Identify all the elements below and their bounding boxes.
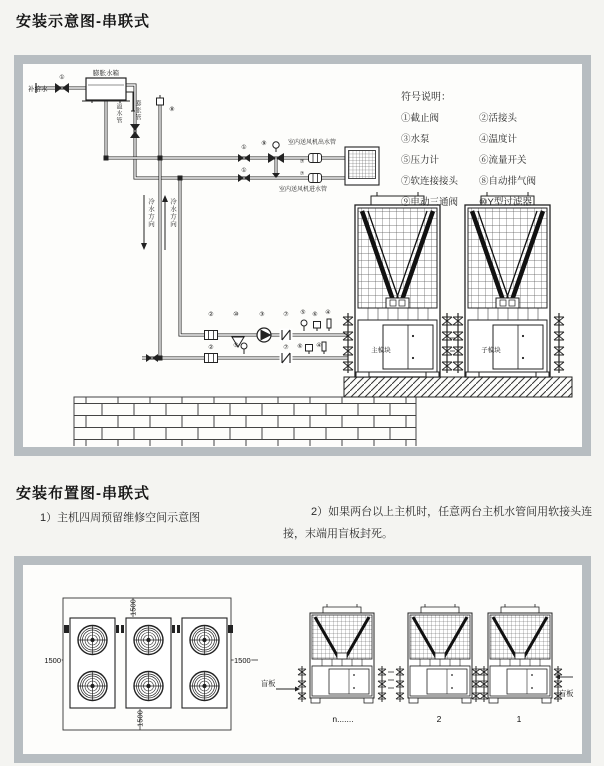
legend-item: ⑦软连接接头 [401, 176, 459, 187]
unit-1-label: 1 [516, 714, 522, 724]
dim-bottom: 1500 [135, 710, 145, 727]
installation-layout-panel [14, 556, 591, 763]
foundation-platform [344, 377, 572, 397]
dim-right: 1500 [234, 656, 251, 665]
legend-title: 符号说明： [401, 92, 451, 103]
blind-plate-left-label: 盲板 [261, 679, 276, 688]
fan-inlet-label: 室内送风机进水管 [278, 187, 328, 193]
svg-text:⑥: ⑥ [297, 344, 303, 350]
svg-text:⑦: ⑦ [283, 312, 289, 318]
svg-text:②: ② [208, 312, 214, 318]
fan-outlet-label: 室内送风机出水管 [287, 140, 337, 146]
blind-plate-right-label: 盲板 [559, 689, 574, 698]
legend-item: ⑤压力计 [401, 155, 440, 166]
brick-wall [74, 397, 416, 446]
clearance-plan [44, 598, 258, 730]
callout-row-return [208, 342, 321, 351]
water-pump [257, 328, 272, 342]
unit-2-label: 2 [436, 714, 442, 724]
svg-text:①: ① [59, 75, 65, 81]
svg-text:④: ④ [325, 310, 331, 316]
branch-stop-valves [146, 154, 250, 362]
flow-direction-right-label: 冷水方向 [169, 198, 176, 228]
expansion-pipe-valve [130, 124, 140, 138]
supply-stop-valve [55, 83, 69, 93]
svg-text:⑤: ⑤ [300, 310, 306, 316]
piping [36, 83, 348, 361]
sub-module-label: 子模块 [481, 347, 501, 354]
section1-title: 安装示意图-串联式 [16, 13, 150, 30]
svg-text:③: ③ [259, 312, 265, 318]
unit-n-label: n....... [332, 714, 354, 724]
svg-text:⑦: ⑦ [283, 345, 289, 351]
svg-text:①: ① [241, 145, 247, 151]
legend-item: ⑨电动三通阀 [401, 197, 459, 208]
main-module-unit [355, 192, 440, 377]
svg-text:⑤: ⑤ [233, 343, 239, 349]
svg-text:⑥: ⑥ [312, 312, 318, 318]
legend-item: ⑧自动排气阀 [479, 176, 537, 187]
main-module-label: 主模块 [371, 347, 391, 354]
svg-text:⑨: ⑨ [261, 141, 267, 147]
expansion-pipe-label: 膨胀管 [134, 100, 140, 121]
overflow-pipe-label: 溢水管 [115, 103, 121, 124]
flow-direction-left-label: 冷水方向 [147, 198, 154, 228]
makeup-water-label: 补给水 [28, 86, 48, 93]
dim-top: 1500 [128, 599, 138, 616]
svg-text:④: ④ [316, 343, 322, 349]
flow-switch [306, 322, 321, 355]
series-units [261, 604, 573, 724]
flow-arrows [141, 195, 168, 250]
symbol-legend [401, 88, 577, 208]
legend-item: ①截止阀 [401, 113, 440, 124]
indoor-fan-coil [345, 147, 379, 185]
legend-item: ⑥流量开关 [479, 155, 527, 166]
installation-schematic-panel [14, 55, 591, 456]
svg-text:⑦: ⑦ [299, 159, 305, 165]
layout-diagram [23, 565, 581, 753]
tank-label: 膨胀水箱 [93, 70, 119, 77]
svg-text:①: ① [241, 168, 247, 174]
expansion-tank [82, 78, 135, 111]
dim-left: 1500 [44, 656, 61, 665]
svg-text:⑩: ⑩ [233, 312, 239, 318]
branch-flex-couplings [309, 154, 322, 183]
sub-module-unit [465, 192, 550, 377]
legend-item: ③水泵 [401, 134, 430, 145]
legend-item: ②活接头 [479, 113, 518, 124]
legend-item: ⑩Y型过滤器 [479, 197, 532, 208]
callout-row-supply [208, 309, 330, 318]
note-1: 1）主机四周预留维修空间示意图 [40, 512, 201, 524]
svg-text:②: ② [208, 345, 214, 351]
auto-exhaust-valve [157, 95, 164, 105]
svg-text:⑧: ⑧ [169, 107, 175, 113]
section2-title: 安装布置图-串联式 [16, 485, 150, 502]
legend-item: ④温度计 [479, 134, 518, 145]
note-2: 2）如果两台以上主机时，任意两台主机水管间用软接头连接，末端用盲板封死。 [283, 506, 593, 540]
svg-text:⑦: ⑦ [299, 171, 305, 177]
